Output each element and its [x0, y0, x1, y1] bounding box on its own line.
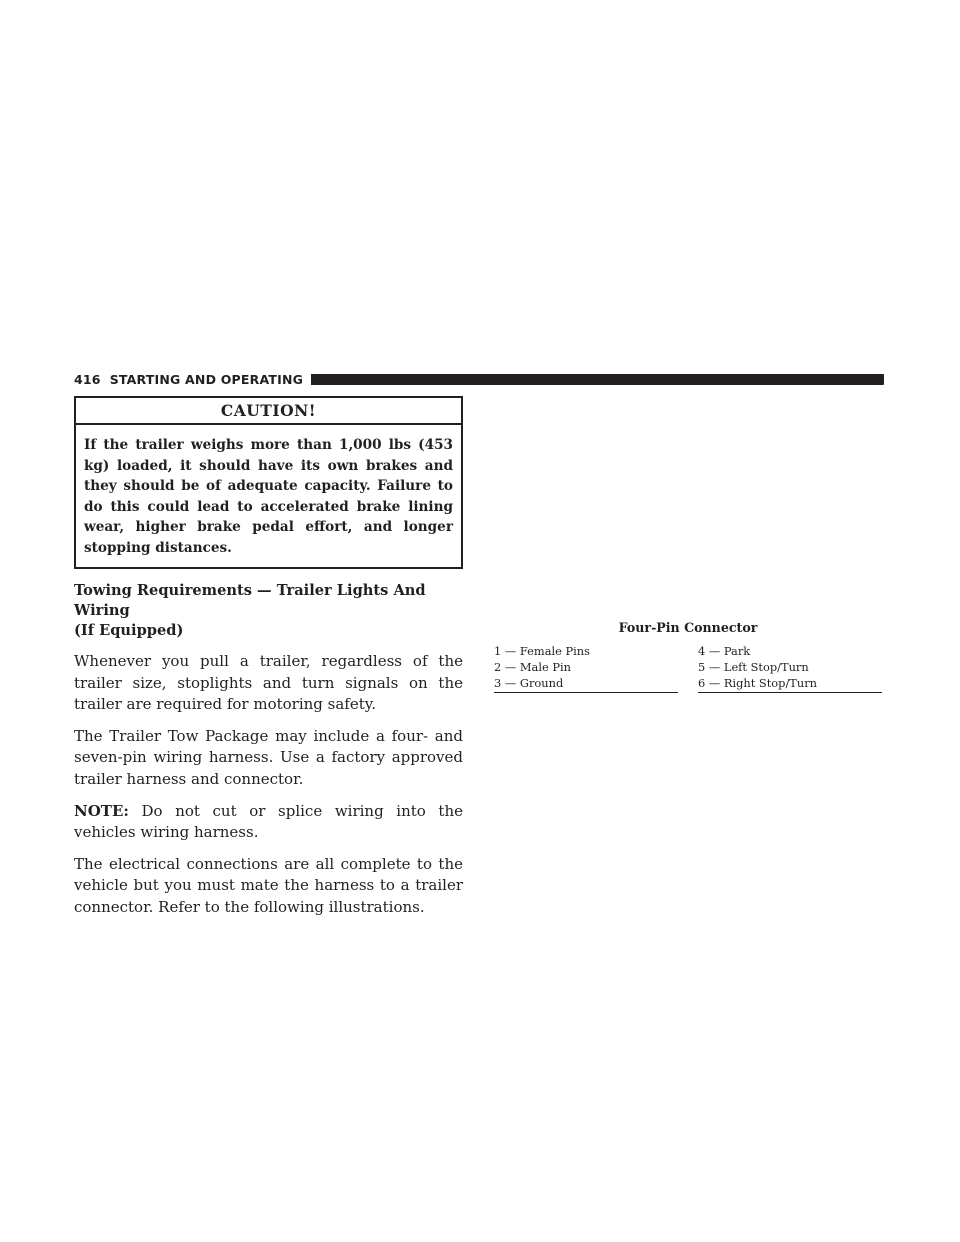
left-column: [74, 396, 463, 919]
header-rule: [311, 374, 884, 385]
legend-item: 6 — Right Stop/Turn: [698, 676, 818, 690]
figure-caption: Four-Pin Connector: [618, 620, 758, 635]
page-header: [74, 369, 884, 389]
paragraph-1: Whenever you pull a trailer, regardless of the trailer size, stoplights and turn signals on the trailer are required for motoring safety.: [74, 652, 463, 714]
caution-box: [74, 396, 463, 569]
legend-right-column: [698, 643, 882, 693]
note-text: Do not cut or splice wiring into the vehicles wiring harness.: [74, 801, 463, 842]
figure-legend: [494, 643, 882, 693]
note-paragraph: [74, 801, 463, 844]
paragraph-3: The electrical connections are all complete to the vehicle but you must mate the harness to a trailer connector. Refer to the following illustrations.: [74, 854, 463, 916]
note-label: NOTE:: [74, 801, 129, 820]
section-heading-line2: (If Equipped): [74, 622, 184, 639]
caution-text: If the trailer weighs more than 1,000 lbs (453 kg) loaded, it should have its own brakes and they should be of adequate capacity. Failure to do this could lead to accelerated brake lining wear, higher brake pedal effort, and longer stopping distances.: [84, 437, 453, 556]
legend-item: 3 — Ground: [494, 676, 564, 690]
legend-left-column: [494, 643, 678, 693]
legend-item: 2 — Male Pin: [494, 660, 571, 674]
section-heading: [74, 581, 463, 641]
figure-legend-area: [494, 620, 882, 693]
legend-item: 1 — Female Pins: [494, 644, 590, 658]
section-heading-line1: Towing Requirements — Trailer Lights And Wiring: [74, 582, 426, 619]
caution-title: CAUTION!: [76, 398, 461, 425]
paragraph-2: The Trailer Tow Package may include a four- and seven-pin wiring harness. Use a factory approved trailer harness and connector.: [74, 726, 463, 788]
page-number: 416: [74, 371, 101, 387]
section-title: STARTING AND OPERATING: [109, 371, 304, 387]
legend-item: 4 — Park: [698, 644, 751, 658]
legend-item: 5 — Left Stop/Turn: [698, 660, 809, 674]
